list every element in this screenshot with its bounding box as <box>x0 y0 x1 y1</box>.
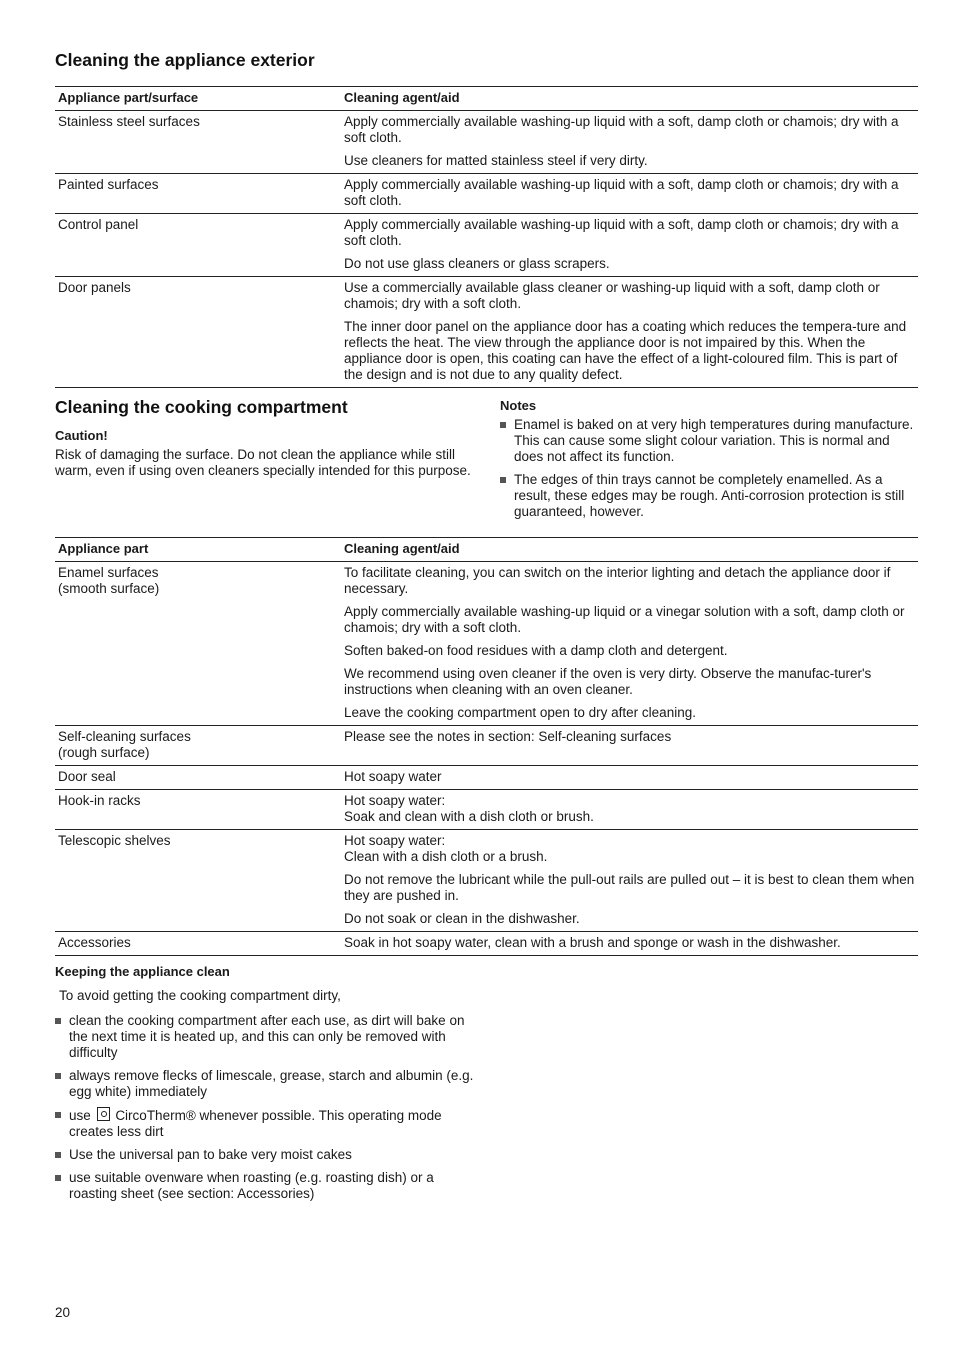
table-row <box>55 766 918 790</box>
appliance-part-cell: Painted surfaces <box>55 174 341 214</box>
appliance-part-cell: Self-cleaning surfaces (rough surface) <box>55 726 341 766</box>
cleaning-instruction: Apply commercially available washing-up liquid or a vinegar solution with a soft, damp cloth or chamois; dry with a soft cloth. <box>344 604 905 635</box>
keeping-clean-heading: Keeping the appliance clean <box>55 964 230 979</box>
table-row <box>55 111 918 174</box>
cleaning-agent-cell <box>341 214 918 277</box>
table-row <box>55 214 918 277</box>
keeping-item: clean the cooking compartment after each use, as dirt will bake on the next time it is heated up, and this can only be removed with difficulty <box>55 1013 475 1061</box>
caution-heading: Caution! <box>55 428 108 443</box>
exterior-cleaning-table <box>55 86 918 388</box>
note-item: Enamel is baked on at very high temperatures during manufacture. This can cause some slight colour variation. This is normal and does not affect its function. <box>500 417 920 465</box>
table-row <box>55 726 918 766</box>
cleaning-agent-cell <box>341 277 918 388</box>
keeping-clean-intro: To avoid getting the cooking compartment dirty, <box>59 988 341 1003</box>
note-item: The edges of thin trays cannot be completely enamelled. As a result, these edges may be rough. Anti-corrosion protection is still guaranteed, however. <box>500 472 920 520</box>
cleaning-instruction: To facilitate cleaning, you can switch on the interior lighting and detach the appliance door if necessary. <box>344 565 891 596</box>
square-bullet-icon <box>55 1018 61 1024</box>
keeping-item: use suitable ovenware when roasting (e.g. roasting dish) or a roasting sheet (see section: Accessories) <box>55 1170 475 1202</box>
notes-list <box>500 417 920 520</box>
cleaning-agent-cell <box>341 174 918 214</box>
keeping-item: always remove flecks of limescale, grease, starch and albumin (e.g. egg white) immediately <box>55 1068 475 1100</box>
table-row <box>55 174 918 214</box>
table-row <box>55 830 918 932</box>
appliance-part-cell: Door seal <box>55 766 341 790</box>
section-title-cooking-compartment: Cleaning the cooking compartment <box>55 397 348 417</box>
cleaning-instruction: Soften baked-on food residues with a damp cloth and detergent. <box>344 643 728 658</box>
square-bullet-icon <box>55 1112 61 1118</box>
cleaning-instruction: Do not soak or clean in the dishwasher. <box>344 911 580 926</box>
cleaning-instruction: Do not remove the lubricant while the pull-out rails are pulled out – it is best to clean them when they are pushed in. <box>344 872 915 903</box>
cleaning-instruction: Soak in hot soapy water, clean with a brush and sponge or wash in the dishwasher. <box>344 935 841 950</box>
cleaning-instruction: Use a commercially available glass cleaner or washing-up liquid with a soft, damp cloth or chamois; dry with a soft cloth. <box>344 280 880 311</box>
cleaning-instruction: The inner door panel on the appliance door has a coating which reduces the tempera-ture and reflects the heat. The view through the appliance door is not impaired by this. When the appliance door is open, this coating can have the effect of a light-coloured film. This is part of the design and is not due to any quality defect. <box>344 319 907 382</box>
cleaning-instruction: Hot soapy water: Clean with a dish cloth or a brush. <box>344 833 548 864</box>
keeping-clean-section <box>55 964 475 1209</box>
cleaning-instruction: Do not use glass cleaners or glass scrapers. <box>344 256 610 271</box>
cleaning-instruction: Use cleaners for matted stainless steel if very dirty. <box>344 153 648 168</box>
appliance-part-cell: Telescopic shelves <box>55 830 341 932</box>
table-row <box>55 562 918 726</box>
square-bullet-icon <box>55 1152 61 1158</box>
cleaning-agent-cell <box>341 726 918 766</box>
cleaning-agent-cell <box>341 790 918 830</box>
cleaning-instruction: Apply commercially available washing-up liquid with a soft, damp cloth or chamois; dry with a soft cloth. <box>344 217 899 248</box>
cleaning-instruction: We recommend using oven cleaner if the oven is very dirty. Observe the manufac-turer's instructions when cleaning with an oven cleaner. <box>344 666 872 697</box>
appliance-part-cell: Door panels <box>55 277 341 388</box>
cooking-compartment-intro <box>55 397 475 479</box>
cleaning-agent-cell <box>341 766 918 790</box>
keeping-clean-list <box>55 1013 475 1202</box>
square-bullet-icon <box>500 477 506 483</box>
appliance-part-cell: Accessories <box>55 932 341 956</box>
cleaning-agent-cell <box>341 932 918 956</box>
appliance-part-cell: Enamel surfaces (smooth surface) <box>55 562 341 726</box>
square-bullet-icon <box>500 422 506 428</box>
column-header-part: Appliance part/surface <box>55 87 341 111</box>
cleaning-instruction: Hot soapy water <box>344 769 442 784</box>
column-header-agent: Cleaning agent/aid <box>341 87 918 111</box>
circotherm-icon <box>97 1107 110 1121</box>
page-number: 20 <box>55 1305 71 1320</box>
table-row <box>55 790 918 830</box>
notes-box <box>500 398 920 527</box>
cleaning-instruction: Leave the cooking compartment open to dry after cleaning. <box>344 705 696 720</box>
appliance-part-cell: Stainless steel surfaces <box>55 111 341 174</box>
column-header-agent: Cleaning agent/aid <box>341 538 918 562</box>
section-title-exterior: Cleaning the appliance exterior <box>55 50 315 70</box>
cleaning-instruction: Hot soapy water: Soak and clean with a dish cloth or brush. <box>344 793 594 824</box>
caution-text: Risk of damaging the surface. Do not clean the appliance while still warm, even if using oven cleaners specially intended for this purpose. <box>55 447 471 478</box>
table-row <box>55 932 918 956</box>
appliance-part-cell: Control panel <box>55 214 341 277</box>
square-bullet-icon <box>55 1175 61 1181</box>
appliance-part-cell: Hook-in racks <box>55 790 341 830</box>
cleaning-agent-cell <box>341 562 918 726</box>
cleaning-instruction: Please see the notes in section: Self-cleaning surfaces <box>344 729 672 744</box>
cleaning-instruction: Apply commercially available washing-up liquid with a soft, damp cloth or chamois; dry with a soft cloth. <box>344 114 899 145</box>
cleaning-instruction: Apply commercially available washing-up liquid with a soft, damp cloth or chamois; dry with a soft cloth. <box>344 177 899 208</box>
cleaning-agent-cell <box>341 111 918 174</box>
notes-heading: Notes <box>500 398 537 413</box>
table-row <box>55 277 918 388</box>
column-header-part: Appliance part <box>55 538 341 562</box>
square-bullet-icon <box>55 1073 61 1079</box>
keeping-item: Use the universal pan to bake very moist cakes <box>55 1147 475 1163</box>
cleaning-agent-cell <box>341 830 918 932</box>
cooking-compartment-table <box>55 537 918 956</box>
keeping-item: use CircoTherm® whenever possible. This operating mode creates less dirt <box>55 1107 475 1140</box>
